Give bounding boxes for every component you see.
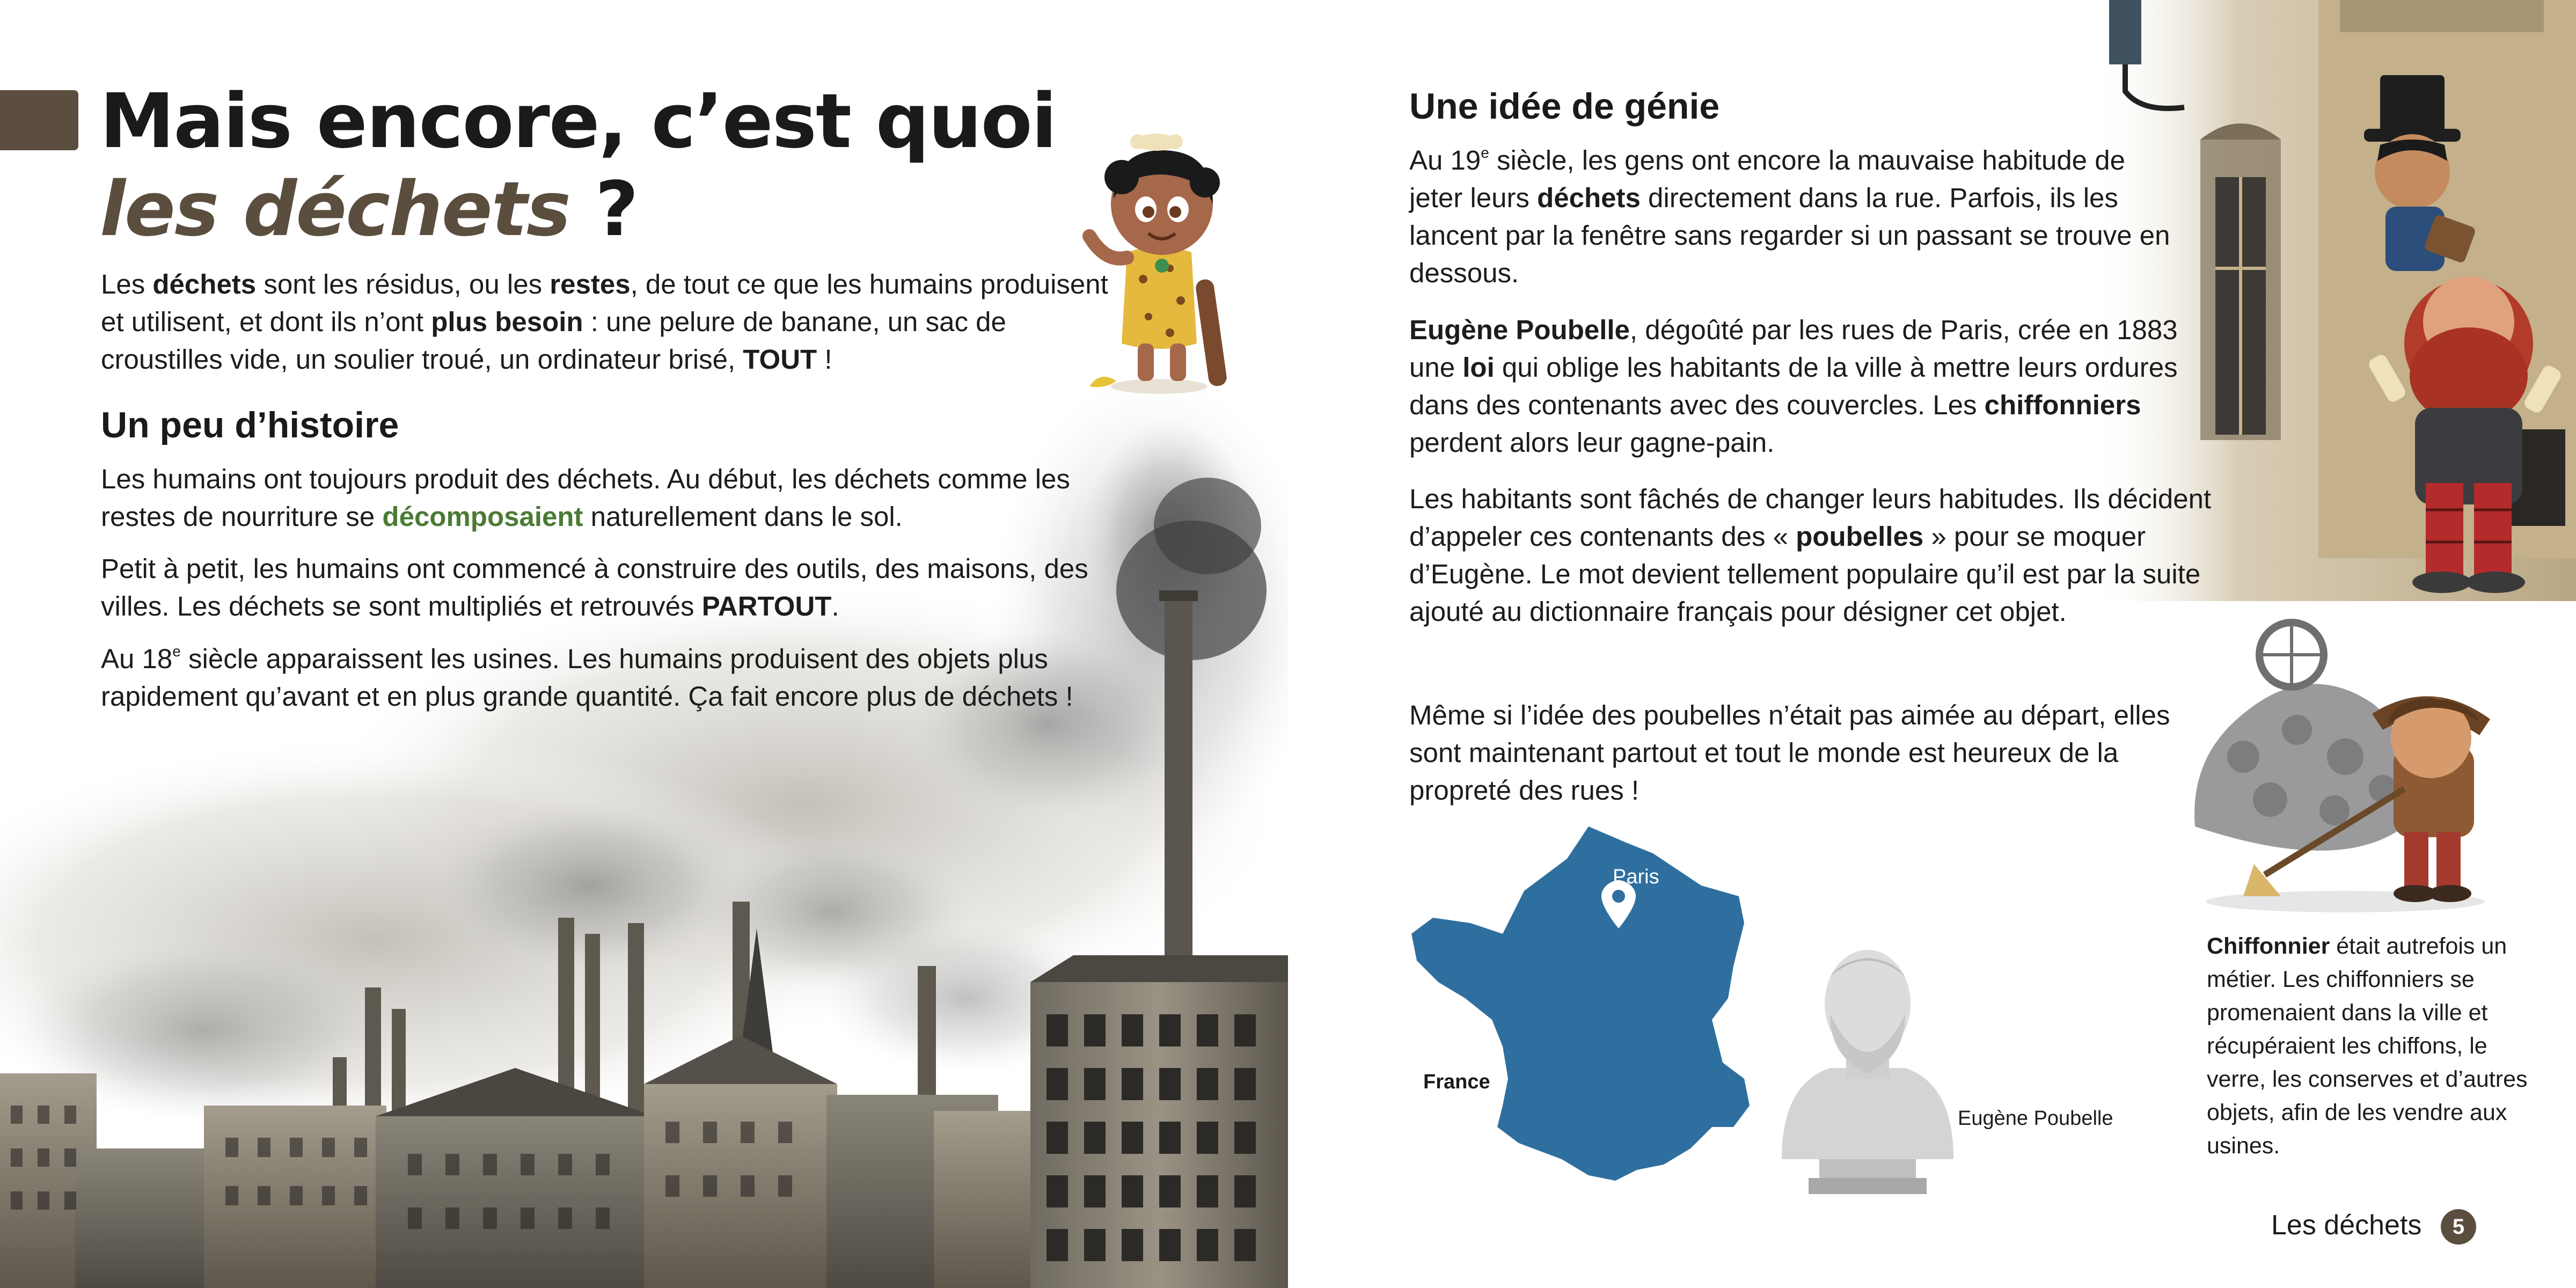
intro-paragraph — [101, 266, 1110, 378]
history-p1-highlight: décomposaient — [382, 501, 583, 532]
history-p2-text-1: Petit à petit, les humains ont commencé à construire des outils, des maisons, des villes. Les déchets se sont multipliés et retrouvés — [101, 553, 1088, 621]
france-shape — [1411, 826, 1750, 1181]
idea-paragraph-2 — [1409, 311, 2193, 462]
intro-text-2: sont les résidus, ou les — [256, 269, 550, 299]
idea-paragraph-4: Même si l’idée des poubelles n’était pas aimée au départ, elles sont maintenant partout et tout le monde est heureux de la propreté des rues ! — [1409, 700, 2170, 806]
side-note-bold: Chiffonnier — [2207, 933, 2330, 959]
history-p1-text-1: Les humains ont toujours produit des déchets. Au début, les déchets comme les restes de nourriture se — [101, 464, 1070, 532]
idea-p2-bold-2: loi — [1462, 352, 1495, 383]
history-p3-superscript: e — [172, 643, 181, 660]
title-accent: les déchets — [100, 166, 570, 253]
idea-p2-text-2: qui oblige les habitants de la ville à mettre leurs ordures dans des contenants avec des couvercles. Les — [1409, 352, 2178, 420]
intro-bold-1: déchets — [152, 269, 257, 299]
side-note-text: était autrefois un métier. Les chiffonniers se promenaient dans la ville et récupéraient les chiffons, le verre, les conserves et d’autres objets, afin de les vendre aux usines. — [2207, 933, 2528, 1159]
idea-p1-bold: déchets — [1537, 182, 1641, 213]
idea-p1-text-3: directement dans la rue. Parfois, ils les lancent par la fenêtre sans regarder si un passant se trouve en dessous. — [1409, 182, 2170, 288]
idea-p2-bold-3: chiffonniers — [1984, 390, 2141, 420]
intro-bold-2: restes — [550, 269, 631, 299]
title-line-1: Mais encore, c’est quoi — [100, 78, 1056, 165]
section-heading-history: Un peu d’histoire — [101, 405, 399, 445]
history-paragraph-2 — [101, 550, 1147, 625]
intro-text-4: : une pelure de banane, un sac de croustilles vide, un soulier troué, un ordinateur brisé, — [101, 306, 1006, 375]
history-p3-text-2: siècle apparaissent les usines. Les humains produisent des objets plus rapidement qu’avant et en plus grande quantité. Ça fait encore plus de déchets ! — [101, 643, 1073, 712]
history-paragraph-3 — [101, 640, 1094, 715]
intro-bold-4: TOUT — [743, 344, 817, 375]
intro-text-1: Les — [101, 269, 153, 299]
history-p2-bold: PARTOUT — [701, 591, 832, 621]
history-p3-text-1: Au 18 — [101, 643, 173, 674]
idea-p3-text-2: » pour se moquer d’Eugène. Le mot devient tellement populaire qu’il est par la suite ajouté au dictionnaire français pour désigner cet objet. — [1409, 521, 2201, 627]
idea-paragraph-3 — [1409, 480, 2214, 631]
intro-bold-3: plus besoin — [431, 306, 583, 337]
map-label-france: France — [1423, 1071, 1490, 1093]
idea-p1-text-2: siècle, les gens ont encore la mauvaise habitude de jeter leurs — [1409, 145, 2125, 213]
idea-p3-bold: poubelles — [1796, 521, 1924, 552]
idea-p2-text-3: perdent alors leur gagne-pain. — [1409, 427, 1775, 458]
bust-caption: Eugène Poubelle — [1958, 1107, 2113, 1130]
page-number-badge: 5 — [2441, 1209, 2476, 1245]
intro-text-3: , de tout ce que les humains produisent et utilisent, et dont ils n’ont — [101, 269, 1108, 337]
idea-p2-text-1: , dégoûté par les rues de Paris, crée en 1883 une — [1409, 314, 2178, 383]
intro-text-5: ! — [817, 344, 832, 375]
idea-p1-superscript: e — [1481, 144, 1489, 161]
ragpicker-side-note — [2207, 930, 2550, 1162]
history-p2-text-2: . — [831, 591, 839, 621]
section-heading-idea: Une idée de génie — [1409, 86, 1720, 127]
map-label-paris: Paris — [1613, 866, 1659, 888]
idea-p2-bold-1: Eugène Poubelle — [1409, 314, 1630, 345]
footer-chapter-label: Les déchets — [2271, 1210, 2422, 1241]
idea-paragraph-1 — [1409, 142, 2171, 292]
chapter-tab-marker — [0, 90, 78, 150]
title-question-mark: ? — [595, 166, 638, 253]
idea-p1-text-1: Au 19 — [1409, 145, 1481, 175]
history-p1-text-2: naturellement dans le sol. — [583, 501, 903, 532]
eugene-poubelle-bust — [1771, 934, 1964, 1202]
ragpicker-illustration — [2179, 596, 2512, 918]
idea-p3-text-1: Les habitants sont fâchés de changer leurs habitudes. Ils décident d’appeler ces contenants des « — [1409, 484, 2212, 552]
page-title — [100, 78, 1056, 254]
history-paragraph-1 — [101, 460, 1147, 536]
